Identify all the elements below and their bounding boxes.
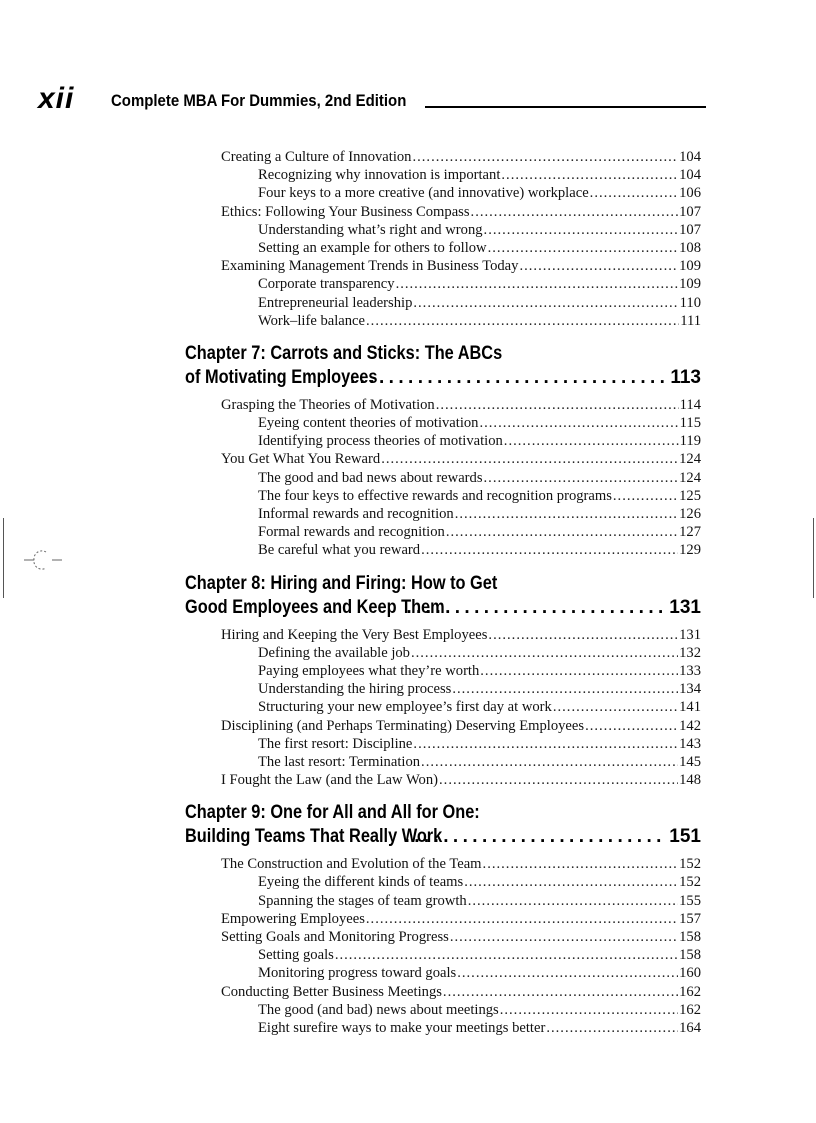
- dot-leader: [585, 717, 678, 735]
- entry-page-number: 108: [679, 239, 701, 256]
- table-of-contents: [185, 148, 701, 1037]
- toc-subsection-entry[interactable]: [185, 184, 701, 202]
- toc-subsection-entry[interactable]: [185, 312, 701, 330]
- entry-title: Monitoring progress toward goals: [258, 965, 457, 982]
- dot-leader: [457, 964, 678, 982]
- entry-page-number: 127: [679, 524, 701, 541]
- toc-section-entry[interactable]: [185, 626, 701, 644]
- toc-subsection-entry[interactable]: [185, 541, 701, 559]
- chapter-title-text: Building Teams That Really Work: [185, 826, 443, 848]
- entry-page-number: 107: [679, 203, 701, 220]
- entry-title: Entrepreneurial leadership: [258, 294, 413, 311]
- dot-leader: [479, 414, 678, 432]
- entry-title: Understanding the hiring process: [258, 681, 452, 698]
- dot-leader: [366, 312, 679, 330]
- toc-subsection-entry[interactable]: [185, 753, 701, 771]
- entry-title: Hiring and Keeping the Very Best Employees: [221, 626, 488, 643]
- dot-leader: [480, 662, 678, 680]
- entry-page-number: 162: [679, 983, 701, 1000]
- toc-section-entry[interactable]: [185, 928, 701, 946]
- running-header: [38, 82, 706, 115]
- toc-subsection-entry[interactable]: [185, 964, 701, 982]
- dot-leader: [519, 257, 678, 275]
- dot-leader: [483, 855, 679, 873]
- entry-page-number: 134: [679, 681, 701, 698]
- dot-leader: [488, 239, 679, 257]
- entry-title: Corporate transparency: [258, 276, 395, 293]
- chapter-title-line1[interactable]: Chapter 8: Hiring and Firing: How to Get: [185, 572, 498, 594]
- toc-section-entry[interactable]: [185, 855, 701, 873]
- dot-leader: [484, 221, 679, 239]
- entry-title: Understanding what’s right and wrong: [258, 221, 483, 238]
- toc-subsection-entry[interactable]: [185, 892, 701, 910]
- entry-title: Creating a Culture of Innovation: [221, 149, 412, 165]
- entry-title: Recognizing why innovation is important: [258, 167, 501, 184]
- toc-subsection-entry[interactable]: [185, 1001, 701, 1019]
- toc-subsection-entry[interactable]: [185, 166, 701, 184]
- entry-title: Conducting Better Business Meetings: [221, 983, 442, 1000]
- entry-page-number: 104: [679, 149, 701, 165]
- dot-leader: [406, 596, 665, 620]
- entry-title: The Construction and Evolution of the Team: [221, 856, 482, 873]
- entry-page-number: 129: [679, 542, 701, 559]
- toc-subsection-entry[interactable]: [185, 735, 701, 753]
- dot-leader: [436, 396, 679, 414]
- entry-page-number: 109: [679, 276, 701, 293]
- entry-title: Work–life balance: [258, 312, 366, 329]
- entry-page-number: 142: [679, 717, 701, 734]
- dot-leader: [381, 450, 678, 468]
- dot-leader: [335, 946, 678, 964]
- toc-subsection-entry[interactable]: [185, 946, 701, 964]
- chapter-title-text: Good Employees and Keep Them: [185, 596, 445, 618]
- toc-subsection-entry[interactable]: [185, 873, 701, 891]
- entry-title: Spanning the stages of team growth: [258, 892, 467, 909]
- chapter-title-line2[interactable]: [185, 596, 701, 620]
- dot-leader: [421, 541, 678, 559]
- chapter-page-number: 113: [670, 366, 701, 388]
- entry-page-number: 126: [679, 506, 701, 522]
- dot-leader: [350, 366, 666, 390]
- entry-page-number: 145: [679, 753, 701, 770]
- header-rule: [425, 106, 706, 108]
- toc-subsection-entry[interactable]: [185, 294, 701, 312]
- entry-page-number: 158: [679, 929, 701, 945]
- entry-page-number: 106: [679, 185, 701, 202]
- dot-leader: [411, 644, 678, 662]
- crop-line-right: [813, 518, 814, 598]
- toc-subsection-entry[interactable]: [185, 505, 701, 523]
- entry-title: Be careful what you reward: [258, 542, 421, 559]
- entry-title: Disciplining (and Perhaps Terminating) Deserving Employees: [221, 717, 585, 734]
- toc-subsection-entry[interactable]: [185, 469, 701, 487]
- dot-leader: [439, 771, 678, 789]
- entry-page-number: 132: [679, 644, 701, 661]
- entry-page-number: 124: [679, 451, 701, 468]
- entry-page-number: 158: [679, 947, 701, 964]
- chapter-title-line2[interactable]: [185, 366, 701, 390]
- dot-leader: [500, 1001, 678, 1019]
- entry-title: Eyeing content theories of motivation: [258, 415, 479, 432]
- entry-page-number: 124: [679, 469, 701, 486]
- entry-title: Setting an example for others to follow: [258, 239, 487, 256]
- dot-leader: [405, 825, 666, 849]
- entry-title: Formal rewards and recognition: [258, 524, 445, 541]
- toc-subsection-entry[interactable]: [185, 1019, 701, 1037]
- chapter-title-text: of Motivating Employees: [185, 366, 378, 388]
- dot-leader: [484, 469, 679, 487]
- dot-leader: [446, 523, 678, 541]
- dot-leader: [366, 910, 678, 928]
- toc-section-entry[interactable]: [185, 450, 701, 468]
- chapter-title-line1[interactable]: Chapter 7: Carrots and Sticks: The ABCs: [185, 342, 503, 364]
- dot-leader: [396, 275, 679, 293]
- book-title: Complete MBA For Dummies, 2nd Edition: [111, 91, 407, 110]
- dot-leader: [413, 294, 678, 312]
- dot-leader: [546, 1019, 678, 1037]
- toc-section-entry[interactable]: [185, 257, 701, 275]
- entry-page-number: 119: [679, 433, 701, 450]
- dot-leader: [471, 203, 679, 221]
- toc-section-entry[interactable]: [185, 717, 701, 735]
- toc-section-entry[interactable]: [185, 148, 701, 166]
- entry-page-number: 104: [679, 167, 701, 184]
- toc-subsection-entry[interactable]: [185, 662, 701, 680]
- dot-leader: [452, 680, 678, 698]
- entry-title: The first resort: Discipline: [258, 735, 413, 752]
- entry-page-number: 141: [679, 699, 701, 716]
- dot-leader: [613, 487, 678, 505]
- page-folio: xii: [38, 82, 75, 115]
- toc-subsection-entry[interactable]: [185, 414, 701, 432]
- entry-title: Eyeing the different kinds of teams: [258, 874, 464, 891]
- toc-subsection-entry[interactable]: [185, 680, 701, 698]
- toc-subsection-entry[interactable]: [185, 275, 701, 293]
- entry-page-number: 152: [679, 856, 701, 873]
- dot-leader: [412, 148, 678, 166]
- entry-title: Ethics: Following Your Business Compass: [221, 203, 470, 220]
- crop-line-left: [3, 518, 4, 598]
- toc-section-entry[interactable]: [185, 203, 701, 221]
- entry-page-number: 148: [679, 772, 701, 789]
- entry-page-number: 109: [679, 258, 701, 275]
- chapter-title-line1[interactable]: Chapter 9: One for All and All for One:: [185, 802, 480, 824]
- toc-section-entry[interactable]: [185, 983, 701, 1001]
- toc-section-entry[interactable]: [185, 396, 701, 414]
- dot-leader: [421, 753, 678, 771]
- entry-page-number: 133: [679, 662, 701, 679]
- entry-title: Grasping the Theories of Motivation: [221, 396, 435, 413]
- entry-title: Empowering Employees: [221, 910, 365, 927]
- entry-title: The good (and bad) news about meetings: [258, 1001, 499, 1018]
- entry-title: You Get What You Reward: [221, 451, 381, 468]
- entry-title: I Fought the Law (and the Law Won): [221, 772, 439, 789]
- registration-mark: [24, 548, 64, 572]
- toc-subsection-entry[interactable]: [185, 239, 701, 257]
- entry-page-number: 157: [679, 910, 701, 927]
- dot-leader: [553, 698, 678, 716]
- entry-page-number: 155: [679, 892, 701, 909]
- entry-page-number: 115: [679, 415, 701, 432]
- entry-page-number: 125: [679, 487, 701, 504]
- toc-subsection-entry[interactable]: [185, 523, 701, 541]
- toc-subsection-entry[interactable]: [185, 487, 701, 505]
- toc-subsection-entry[interactable]: [185, 698, 701, 716]
- dot-leader: [488, 626, 678, 644]
- entry-page-number: 110: [679, 294, 701, 311]
- dot-leader: [413, 735, 678, 753]
- entry-page-number: 164: [679, 1019, 701, 1036]
- entry-page-number: 107: [679, 221, 701, 238]
- entry-page-number: 160: [679, 965, 701, 982]
- toc-section-entry[interactable]: [185, 910, 701, 928]
- toc-subsection-entry[interactable]: [185, 221, 701, 239]
- chapter-title-line2[interactable]: [185, 825, 701, 849]
- chapter-page-number: 131: [669, 596, 701, 618]
- entry-title: Examining Management Trends in Business Today: [221, 258, 519, 275]
- entry-title: Four keys to a more creative (and innovative) workplace: [258, 185, 589, 202]
- entry-title: The last resort: Termination: [258, 753, 421, 770]
- entry-page-number: 152: [679, 874, 701, 891]
- entry-page-number: 162: [679, 1001, 701, 1018]
- entry-title: The good and bad news about rewards: [258, 469, 483, 486]
- toc-section-entry[interactable]: [185, 771, 701, 789]
- dot-leader: [504, 432, 679, 450]
- entry-title: Setting goals: [258, 947, 334, 964]
- entry-title: Setting Goals and Monitoring Progress: [221, 929, 449, 945]
- entry-title: Paying employees what they’re worth: [258, 662, 480, 679]
- entry-page-number: 131: [679, 626, 701, 643]
- chapter-page-number: 151: [669, 826, 701, 848]
- dot-leader: [464, 873, 678, 891]
- dot-leader: [468, 892, 678, 910]
- entry-page-number: 114: [679, 396, 701, 413]
- dot-leader: [455, 505, 678, 523]
- entry-title: The four keys to effective rewards and recognition programs: [258, 487, 612, 504]
- entry-title: Identifying process theories of motivation: [258, 433, 503, 450]
- dot-leader: [501, 166, 678, 184]
- entry-title: Structuring your new employee’s first day at work: [258, 699, 552, 716]
- dot-leader: [450, 928, 678, 946]
- toc-subsection-entry[interactable]: [185, 644, 701, 662]
- dot-leader: [590, 184, 678, 202]
- entry-title: Eight surefire ways to make your meetings better: [258, 1019, 546, 1036]
- entry-page-number: 111: [680, 312, 701, 329]
- dot-leader: [443, 983, 678, 1001]
- entry-page-number: 143: [679, 735, 701, 752]
- entry-title: Informal rewards and recognition: [258, 506, 454, 522]
- entry-title: Defining the available job: [258, 644, 410, 661]
- toc-subsection-entry[interactable]: [185, 432, 701, 450]
